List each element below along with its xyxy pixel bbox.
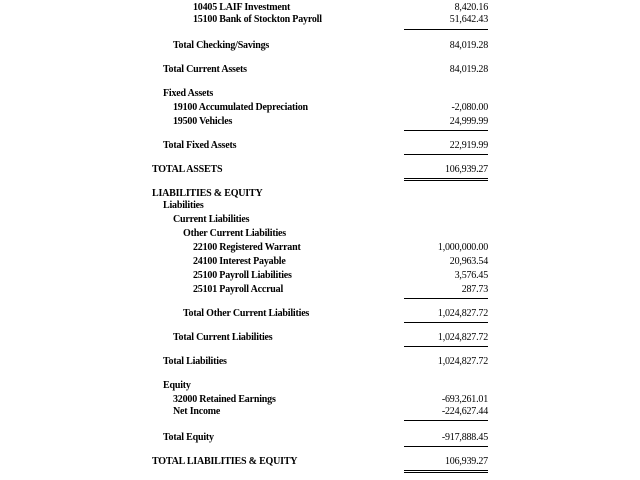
- account-amount: 51,642.43: [449, 14, 488, 25]
- line-item: [0, 256, 640, 268]
- section-label: Equity: [163, 380, 191, 391]
- account-label: 24100 Interest Payable: [193, 256, 286, 267]
- account-amount: -2,080.00: [451, 102, 488, 113]
- subtotal-rule: [404, 154, 488, 155]
- line-item: [0, 242, 640, 254]
- account-label: 25100 Payroll Liabilities: [193, 270, 292, 281]
- account-amount: 287.73: [461, 284, 488, 295]
- total-assets-label: TOTAL ASSETS: [152, 164, 223, 175]
- section-heading: [0, 88, 640, 100]
- subtotal-label: Total Current Liabilities: [173, 332, 273, 343]
- subtotal-label: Total Equity: [163, 432, 214, 443]
- subtotal-row: [0, 432, 640, 444]
- double-rule: [404, 178, 488, 181]
- account-label: 15100 Bank of Stockton Payroll: [193, 14, 322, 25]
- account-amount: 20,963.54: [449, 256, 488, 267]
- subtotal-rule: [404, 130, 488, 131]
- subtotal-amount: 84,019.28: [449, 40, 488, 51]
- subtotal-row: [0, 140, 640, 152]
- section-heading: [0, 228, 640, 240]
- section-label: LIABILITIES & EQUITY: [152, 188, 263, 199]
- subtotal-label: Total Checking/Savings: [173, 40, 270, 51]
- subtotal-rule: [404, 29, 488, 30]
- subtotal-row: [0, 356, 640, 368]
- double-rule: [404, 470, 488, 473]
- line-item: [0, 14, 640, 26]
- subtotal-row: [0, 40, 640, 52]
- subtotal-row: [0, 332, 640, 344]
- account-amount: 24,999.99: [449, 116, 488, 127]
- subtotal-rule: [404, 346, 488, 347]
- subtotal-label: Total Liabilities: [163, 356, 227, 367]
- account-amount: 1,000,000.00: [437, 242, 488, 253]
- section-heading: [0, 188, 640, 200]
- line-item: [0, 394, 640, 406]
- account-label: 10405 LAIF Investment: [193, 2, 291, 13]
- subtotal-amount: -917,888.45: [441, 432, 488, 443]
- line-item: [0, 284, 640, 296]
- grand-total-row: [0, 164, 640, 176]
- account-label: 32000 Retained Earnings: [173, 394, 276, 405]
- account-label: 22100 Registered Warrant: [193, 242, 301, 253]
- line-item: [0, 102, 640, 114]
- subtotal-amount: 1,024,827.72: [437, 332, 488, 343]
- total-liabilities-equity-label: TOTAL LIABILITIES & EQUITY: [152, 456, 298, 467]
- account-amount: 8,420.16: [454, 2, 488, 13]
- account-label: 19500 Vehicles: [173, 116, 233, 127]
- subtotal-rule: [404, 322, 488, 323]
- line-item: [0, 270, 640, 282]
- subtotal-label: Total Fixed Assets: [163, 140, 237, 151]
- subtotal-amount: 1,024,827.72: [437, 356, 488, 367]
- subtotal-row: [0, 308, 640, 320]
- line-item: [0, 2, 640, 14]
- subtotal-label: Total Current Assets: [163, 64, 247, 75]
- total-liabilities-equity-amount: 106,939.27: [444, 456, 488, 467]
- section-heading: [0, 380, 640, 392]
- account-label: 25101 Payroll Accrual: [193, 284, 284, 295]
- section-label: Current Liabilities: [173, 214, 250, 225]
- account-label: 19100 Accumulated Depreciation: [173, 102, 308, 113]
- subtotal-rule: [404, 298, 488, 299]
- line-item: [0, 116, 640, 128]
- subtotal-amount: 84,019.28: [449, 64, 488, 75]
- account-label: Net Income: [173, 406, 221, 417]
- account-amount: -693,261.01: [441, 394, 488, 405]
- grand-total-row: [0, 456, 640, 468]
- subtotal-rule: [404, 420, 488, 421]
- line-item: [0, 406, 640, 418]
- subtotal-row: [0, 64, 640, 76]
- subtotal-amount: 22,919.99: [449, 140, 488, 151]
- section-label: Other Current Liabilities: [183, 228, 286, 239]
- section-label: Liabilities: [163, 200, 204, 211]
- section-heading: [0, 214, 640, 226]
- total-assets-amount: 106,939.27: [444, 164, 488, 175]
- account-amount: -224,627.44: [441, 406, 488, 417]
- account-amount: 3,576.45: [454, 270, 488, 281]
- subtotal-rule: [404, 446, 488, 447]
- subtotal-label: Total Other Current Liabilities: [183, 308, 310, 319]
- subtotal-amount: 1,024,827.72: [437, 308, 488, 319]
- section-label: Fixed Assets: [163, 88, 214, 99]
- section-heading: [0, 200, 640, 212]
